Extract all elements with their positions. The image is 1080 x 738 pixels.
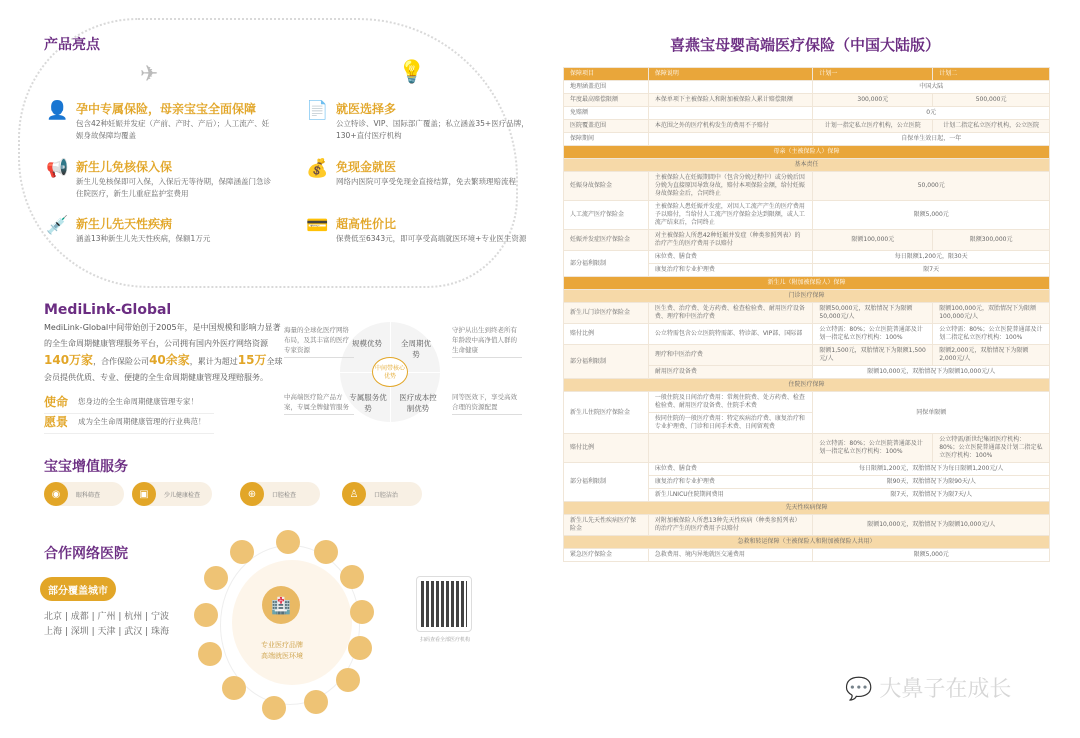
- feature-title: 新生儿先天性疾病: [76, 217, 173, 231]
- table-cell: 一般住院及日间治疗费用：常规住院费、处方药费、检查检验费、耐用医疗设备费、住院手术费: [648, 392, 813, 413]
- table-cell: 新生儿NICU住院期间费用: [648, 489, 813, 502]
- qr-caption: 扫码查看全部医疗机构: [419, 637, 470, 643]
- subsection-band: 住院医疗保障: [564, 379, 1050, 392]
- advantage-side-text: 中高端医疗险产品方案，专属全牌健管服务: [284, 392, 354, 415]
- table-cell: 限90天，双胎情况下为限90天/人: [813, 476, 1050, 489]
- medilink-intro: MediLink-Global中间带始创于2005年，是中国规模和影响力显著的全生命周期健康管理服务平台，公司拥有国内外医疗网络资源140万家，合作保险公司40余家，累计为超过15万全球会员提供优质、专业、便捷的全生命周期健康管理及理赔服务。: [44, 323, 283, 382]
- table-cell: 紧急医疗保险金: [564, 549, 649, 562]
- table-cell: 主被保险人在妊娠期間中（包含分娩过程中）或分娩后因分娩为直接原因导致身故，赔付本项保险金额，给付妊娠身故保险金后，合同终止: [648, 172, 813, 201]
- person-icon: 👤: [46, 100, 69, 121]
- advantage-lifecycle: 全周期优势: [401, 339, 431, 359]
- table-cell: 300,000元: [813, 94, 933, 107]
- table-cell: 妊娠并发症医疗保险金: [564, 230, 649, 251]
- core-advantage-badge: 中间带核心优势: [372, 357, 408, 387]
- section-band: 母亲（主被保险人）保障: [564, 146, 1050, 159]
- feature-desc: 涵盖13种新生儿先天性疾病，保额1万元: [76, 234, 211, 243]
- table-cell: [648, 81, 813, 94]
- hospital-inner-circle: [232, 560, 352, 685]
- hospital-bubble: [194, 603, 218, 627]
- table-cell: 主被保险人患妊娠并发症，对因人工流产产生的医疗费用予以赔付，当给付人工流产医疗保险金达到限额，或人工流产结束后，合同终止: [648, 201, 813, 230]
- table-cell: [648, 133, 813, 146]
- table-cell: 限额300,000元: [933, 230, 1050, 251]
- table-cell: 限7天，双胎情况下为限7天/人: [813, 489, 1050, 502]
- col-header: 计划二: [933, 68, 1050, 81]
- table-cell: 年度最高赔偿限额: [564, 94, 649, 107]
- table-cell: 限额10,000元，双胎情况下为限额10,000元/人: [813, 515, 1050, 536]
- table-cell: 地理涵盖范围: [564, 81, 649, 94]
- table-cell: 计划一指定私立医疗机构，公立医院: [813, 120, 933, 133]
- card-icon: 💳: [306, 215, 329, 236]
- table-cell: 本范围之外的医疗机构发生的费用不予赔付: [648, 120, 813, 133]
- table-cell: 医院覆盖范围: [564, 120, 649, 133]
- city-list: 北京 | 成都 | 广州 | 杭州 | 宁波 上海 | 深圳 | 天津 | 武汉 | 珠海: [44, 612, 170, 637]
- subsection-band: 先天性疾病保障: [564, 502, 1050, 515]
- table-cell: 医生费、治疗费、处方药费、检查检验费、耐用医疗设备费、理疗和中医治疗费: [648, 303, 813, 324]
- table-cell: 同保单限额: [813, 392, 1050, 434]
- money-bag-icon: 💰: [306, 158, 329, 179]
- covered-cities-button[interactable]: 部分覆盖城市: [40, 577, 116, 601]
- watermark: 💬 大鼻子在成长: [845, 677, 1012, 702]
- syringe-icon: 💉: [46, 215, 69, 236]
- table-cell: 限额2,000元，双胎情况下为限额2,000元/人: [933, 345, 1050, 366]
- table-cell: 计划二指定私立医疗机构，公立医院: [933, 120, 1050, 133]
- mission-row: 使命 您身边的全生命周期健康管理专家！: [44, 390, 214, 414]
- hospital-bubble: [204, 566, 228, 590]
- wechat-icon: 💬: [845, 677, 873, 702]
- service-eye-screening: ◉ 眼科筛查: [44, 482, 124, 506]
- tooth-icon: ♙: [342, 482, 366, 506]
- checkup-icon: ▣: [132, 482, 156, 506]
- table-cell: 按同住院的一般医疗费用：特定疾病治疗费、康复治疗和专业护理费、门诊和日间手术费、日间留观费: [648, 413, 813, 434]
- table-cell: 公立特需/新世纪集团医疗机构：80%；公立医院普通部及计划二指定私立医疗机构：100%: [933, 434, 1050, 463]
- table-cell: 公立特需：80%；公立医院普通部及计划二指定私立医疗机构：100%: [933, 324, 1050, 345]
- hospital-bubble: [304, 690, 328, 714]
- table-cell: 耐用医疗设备费: [648, 366, 813, 379]
- feature-title: 就医选择多: [336, 102, 397, 116]
- highlights-title: 产品亮点: [44, 37, 100, 53]
- advantage-scale: 规模优势: [352, 339, 382, 348]
- table-cell: 新生儿门诊医疗保险金: [564, 303, 649, 324]
- table-cell: 床位费、膳食费: [648, 463, 813, 476]
- table-cell: 公立特需包含公立医院特需部、特诊部、VIP部、国际部: [648, 324, 813, 345]
- table-cell: [648, 107, 813, 120]
- baby-services-title: 宝宝增值服务: [44, 459, 128, 475]
- vision-row: 愿景 成为全生命周期健康管理的行业典范！: [44, 410, 214, 434]
- eye-icon: ◉: [44, 482, 68, 506]
- hospital-bubble: [262, 696, 286, 720]
- col-header: 保障项目: [564, 68, 649, 81]
- table-cell: 理疗和中医治疗费: [648, 345, 813, 366]
- table-cell: 赔付比例: [564, 324, 649, 345]
- table-cell: 部分福利限制: [564, 463, 649, 502]
- table-cell: 人工流产医疗保险金: [564, 201, 649, 230]
- table-cell: 限额5,000元: [813, 201, 1050, 230]
- table-cell: 50,000元: [813, 172, 1050, 201]
- advantage-side-text: 海量的全球化医疗网络布局，及其丰富的医疗专家资源: [284, 325, 354, 358]
- oral-check-icon: ⊕: [240, 482, 264, 506]
- table-cell: 保障期间: [564, 133, 649, 146]
- medilink-title: MediLink-Global: [44, 302, 172, 318]
- table-cell: 床位费、膳食费: [648, 251, 813, 264]
- megaphone-icon: 📢: [46, 158, 69, 179]
- table-cell: 康复治疗和专业护理费: [648, 264, 813, 277]
- table-cell: 0元: [813, 107, 1050, 120]
- hospital-bubble: [336, 668, 360, 692]
- lightbulb-icon: 💡: [398, 60, 426, 85]
- highlights-cloud-frame: [18, 18, 518, 288]
- subsection-band: 急救和转运保障（主被保险人和附加被保险人共用）: [564, 536, 1050, 549]
- table-cell: 对附加被保险人所患13种先天性疾病（种类参照列表）的治疗产生的医疗费用予以赔付: [648, 515, 813, 536]
- table-cell: 限额100,000元，双胎情况下为限额100,000元/人: [933, 303, 1050, 324]
- feature-desc: 包含42种妊娠并发症（产前、产时、产后）；人工流产、妊娠身故保障均覆盖: [76, 119, 270, 140]
- network-center-text: 专业医疗品牌 高端就医环境: [261, 641, 303, 660]
- table-cell: 每日限额1,200元，双胎情况下为每日限额1,200元/人: [813, 463, 1050, 476]
- feature-desc: 网络内医院可享受免现金直接结算，免去繁琐理赔流程: [336, 177, 516, 186]
- table-cell: 妊娠身故保险金: [564, 172, 649, 201]
- table-cell: 限额50,000元，双胎情况下为限额50,000元/人: [813, 303, 933, 324]
- service-oral-check: ⊕ 口腔检查: [240, 482, 320, 506]
- col-header: 计划一: [813, 68, 933, 81]
- service-dental-cleaning: ♙ 口腔洁治: [342, 482, 422, 506]
- subsection-band: 门诊医疗保障: [564, 290, 1050, 303]
- table-cell: 限额5,000元: [813, 549, 1050, 562]
- feature-desc: 新生儿免核保即可入保，入保后无等待期，保障涵盖门急诊住院医疗，新生儿重症监护室费用: [76, 177, 271, 198]
- table-cell: 部分福利限制: [564, 345, 649, 379]
- paper-plane-icon: ✈: [140, 62, 159, 87]
- advantage-side-text: 守护从出生到终老所有年龄段中高净值人群的生命健康: [452, 325, 522, 358]
- advantage-service: 专属服务优势: [349, 393, 387, 413]
- document-icon: 📄: [306, 100, 329, 121]
- table-cell: 新生儿住院医疗保险金: [564, 392, 649, 434]
- hospital-icon: 🏥: [262, 586, 300, 624]
- table-cell: 公立特需：80%；公立医院普通部及计划一指定私立医疗机构：100%: [813, 434, 933, 463]
- feature-desc: 公立特诊、VIP、国际部广覆盖；私立涵盖35+医疗品牌，130+直付医疗机构: [336, 119, 529, 140]
- table-cell: 部分福利限制: [564, 251, 649, 277]
- table-cell: 对主被保险人所患42种妊娠并发症（种类参照列表）的治疗产生的医疗费用予以赔付: [648, 230, 813, 251]
- table-cell: 自保单生效日起，一年: [813, 133, 1050, 146]
- table-cell: 新生儿先天性疾病医疗保险金: [564, 515, 649, 536]
- hospital-bubble: [350, 600, 374, 624]
- benefit-table: [563, 67, 1050, 562]
- advantage-cost: 医疗成本控制优势: [399, 393, 437, 413]
- table-cell: 限额10,000元，双胎情况下为限额10,000元/人: [813, 366, 1050, 379]
- col-header: 保障说明: [648, 68, 813, 81]
- table-cell: [648, 434, 813, 463]
- table-cell: 限额1,500元，双胎情况下为限额1,500元/人: [813, 345, 933, 366]
- network-title: 合作网络医院: [44, 546, 128, 562]
- table-cell: 公立特需：80%；公立医院普通部及计划一指定私立医疗机构：100%: [813, 324, 933, 345]
- section-band: 新生儿（附加被保险人）保障: [564, 277, 1050, 290]
- hospital-bubble: [198, 642, 222, 666]
- hospital-bubble: [222, 676, 246, 700]
- table-cell: 中国大陆: [813, 81, 1050, 94]
- table-cell: 限7天: [813, 264, 1050, 277]
- table-cell: 免赔额: [564, 107, 649, 120]
- table-cell: 500,000元: [933, 94, 1050, 107]
- feature-title: 孕中专属保险，母亲宝宝全面保障: [76, 102, 257, 116]
- hospital-bubble: [348, 636, 372, 660]
- table-cell: 康复治疗和专业护理费: [648, 476, 813, 489]
- table-cell: 限额100,000元: [813, 230, 933, 251]
- hospital-bubble: [276, 530, 300, 554]
- feature-title: 新生儿免核保入保: [76, 160, 173, 174]
- feature-desc: 保费低至6343元，即可享受高端就医环境+专业医生资源: [336, 234, 527, 243]
- feature-title: 免现金就医: [336, 160, 397, 174]
- table-cell: 急救费用、境内异地就医交通费用: [648, 549, 813, 562]
- table-cell: 本保单项下主被保险人和附加被保险人累计赔偿限额: [648, 94, 813, 107]
- advantage-side-text: 同等医效下，享受高效合理的资源配置: [452, 392, 522, 415]
- table-cell: 赔付比例: [564, 434, 649, 463]
- table-cell: 每日限额1,200元，限30天: [813, 251, 1050, 264]
- service-child-checkup: ▣ 少儿健康检查: [132, 482, 212, 506]
- subsection-band: 基本责任: [564, 159, 1050, 172]
- plan-title: 喜燕宝母婴高端医疗保险（中国大陆版）: [669, 36, 940, 54]
- hospital-bubble: [314, 540, 338, 564]
- hospital-bubble: [340, 565, 364, 589]
- qr-code[interactable]: [416, 576, 472, 632]
- feature-title: 超高性价比: [336, 217, 397, 231]
- hospital-bubble: [230, 540, 254, 564]
